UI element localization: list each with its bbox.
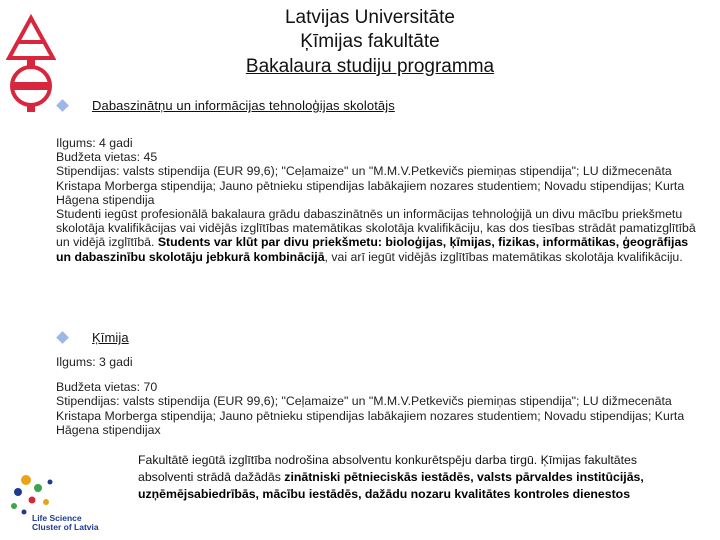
diamond-bullet-icon — [56, 331, 69, 344]
program-details-chemistry — [56, 355, 706, 437]
description-end-text: , vai arī iegūt vidējās izglītības matemātikas skolotāja kvalifikāciju. — [324, 249, 683, 264]
program-description — [56, 207, 706, 264]
program-title-teacher[interactable]: Dabaszinātņu un informācijas tehnoloģijas skolotājs — [92, 98, 395, 113]
scholarships-text: Stipendijas: valsts stipendija (EUR 99,6); "Ceļamaize" un "M.M.V.Petkevičs piemiņas stipendija"; LU dižmecenāta Kristapa Morberga stipendija; Jauno pētnieku stipendijas labākajiem nozares studentiem; Novadu stipendijas; Kurta Hāgena stipendijax — [56, 394, 685, 437]
cluster-logo-text — [32, 514, 99, 532]
faculty-name: Ķīmijas fakultāte — [300, 31, 440, 52]
university-name: Latvijas Universitāte — [284, 7, 456, 28]
scholarships-text: Stipendijas: valsts stipendija (EUR 99,6); "Ceļamaize" un "M.M.V.Petkevičs piemiņas stipendija"; LU dižmecenāta Kristapa Morberga stipendija; Jauno pētnieku stipendijas labākajiem nozares studentiem; Novadu stipendijas; Kurta Hāgena stipendija — [56, 164, 685, 207]
description-text: Studenti iegūst profesionālā bakalaura grādu dabaszinātnēs un informācijas tehnoloģijā un divu mācību priekšmetu skolotāja kvalifikācijas vai vidējās izglītības matemātikas skolotāja kvalifikāciju, kas dos tiesības strādāt pamatizglītībā un vidējā izglītībā. — [56, 207, 696, 250]
budget-places-text: Budžeta vietas: 45 — [56, 150, 158, 165]
program-title-chemistry[interactable]: Ķīmija — [92, 330, 129, 345]
duration-text: Ilgums: 4 gadi — [56, 136, 133, 150]
career-paragraph — [138, 452, 658, 503]
diamond-bullet-icon — [56, 99, 69, 112]
budget-places-text: Budžeta vietas: 70 — [56, 380, 158, 395]
cluster-logo-line2: Cluster of Latvia — [32, 522, 99, 532]
career-bold-text: zinātniski pētnieciskās iestādēs, valsts pārvaldes institūcijās, uzņēmējsabiedrībās, mācību iestādēs, dažādu nozaru kvalitātes kontroles dienestos — [138, 470, 644, 501]
program-details-teacher — [56, 136, 706, 264]
description-bold-text: Students var klūt par divu priekšmetu: bioloģijas, ķīmijas, fizikas, informātikas, ģeogrāfijas un dabaszinību skolotāju jebkurā kombinācijā — [56, 235, 689, 264]
program-type-title: Bakalaura studiju programma — [245, 56, 495, 77]
duration-text: Ilgums: 3 gadi — [56, 355, 133, 369]
chemistry-faculty-logo — [6, 14, 56, 124]
cluster-logo-line1: Life Science — [32, 513, 82, 523]
career-text: Fakultātē iegūtā izglītība nodrošina absolventu konkurētspēju darba tirgū. Ķīmijas fakultātes absolventi strādā dažādās — [138, 453, 637, 484]
page-header — [190, 6, 550, 79]
